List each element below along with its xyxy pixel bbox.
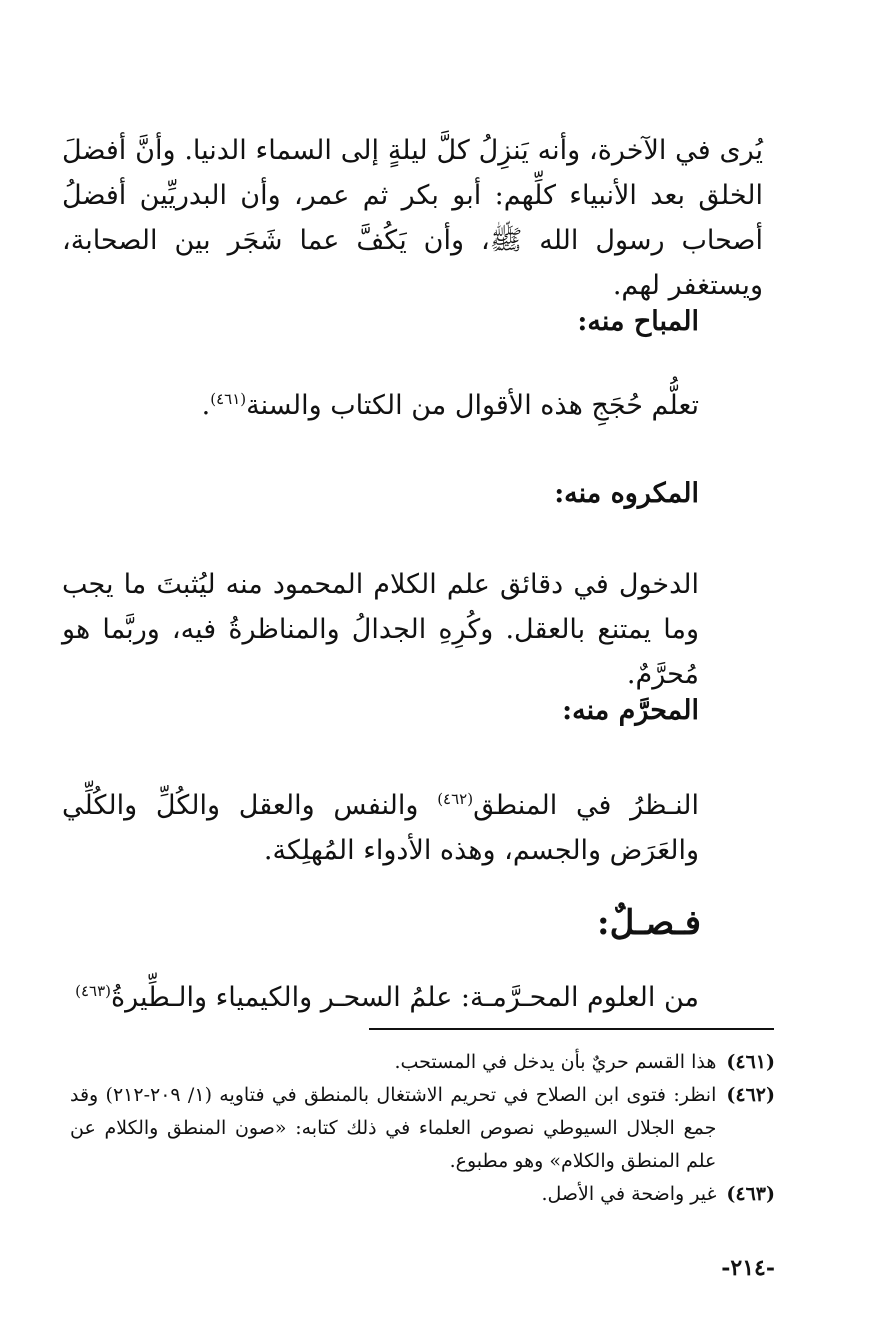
footnote-ref-461[interactable]: (٤٦١) — [210, 390, 247, 408]
muharram-text-start: النـظرُ في المنطق — [473, 790, 699, 821]
footnote-number: (٤٦٢) — [726, 1084, 775, 1106]
fasl-text: من العلوم المحـرَّمـة: علمُ السحـر والكيمياء والـطِّيرةُ — [111, 982, 699, 1013]
muharram-text-end: والنفس والعقل والكُلِّ والكُلِّي والعَرَض والجسم، وهذه الأدواء المُهلِكة. — [62, 790, 699, 866]
mubah-text-end: . — [201, 390, 211, 421]
heading-mubah: المباح منه: — [577, 306, 699, 337]
page-number: -٢١٤- — [721, 1255, 775, 1281]
paragraph-fasl — [75, 982, 699, 1013]
footnote-number: (٤٦١) — [726, 1051, 775, 1073]
footnote-463 — [70, 1178, 775, 1211]
paragraph-mubah — [202, 390, 699, 421]
footnote-separator — [369, 1028, 774, 1030]
footnote-461 — [70, 1046, 775, 1079]
intro-paragraph: يُرى في الآخرة، وأنه يَنزِلُ كلَّ ليلةٍ إلى السماء الدنيا. وأنَّ أفضلَ الخلق بعد الأنبياء كلِّهم: أبو بكر ثم عمر، وأن البدريِّين أفضلُ أصحاب رسول الله ﷺ، وأن يَكُفَّ عما شَجَر بين الصحابة، ويستغفر لهم. — [62, 135, 763, 301]
footnote-ref-462[interactable]: (٤٦٢) — [437, 790, 474, 808]
footnote-number: (٤٦٣) — [726, 1183, 775, 1205]
heading-fasl: فـصـلٌ: — [597, 903, 701, 943]
paragraph-muharram — [62, 777, 699, 873]
footnote-ref-463[interactable]: (٤٦٣) — [75, 982, 112, 1000]
heading-makruh: المكروه منه: — [554, 478, 699, 509]
footnote-text: غير واضحة في الأصل. — [541, 1183, 717, 1205]
mubah-text: تعلُّم حُجَجِ هذه الأقوال من الكتاب والسنة — [246, 390, 699, 421]
paragraph-makruh: الدخول في دقائق علم الكلام المحمود منه ليُثبتَ ما يجب وما يمتنع بالعقل. وكُرِهِ الجدالُ والمناظرةُ فيه، وربَّما هو مُحرَّمٌ. — [62, 569, 699, 690]
footnote-text: هذا القسم حريٌ بأن يدخل في المستحب. — [394, 1051, 717, 1073]
heading-muharram: المحرَّم منه: — [562, 695, 699, 726]
footnotes — [70, 1046, 775, 1211]
footnote-text: انظر: فتوى ابن الصلاح في تحريم الاشتغال بالمنطق في فتاويه (١/ ٢٠٩-٢١٢) وقد جمع الجلال السيوطي نصوص العلماء في ذلك كتابه: «صون المنطق والكلام عن علم المنطق والكلام» وهو مطبوع. — [70, 1084, 717, 1172]
footnote-462 — [70, 1079, 775, 1178]
